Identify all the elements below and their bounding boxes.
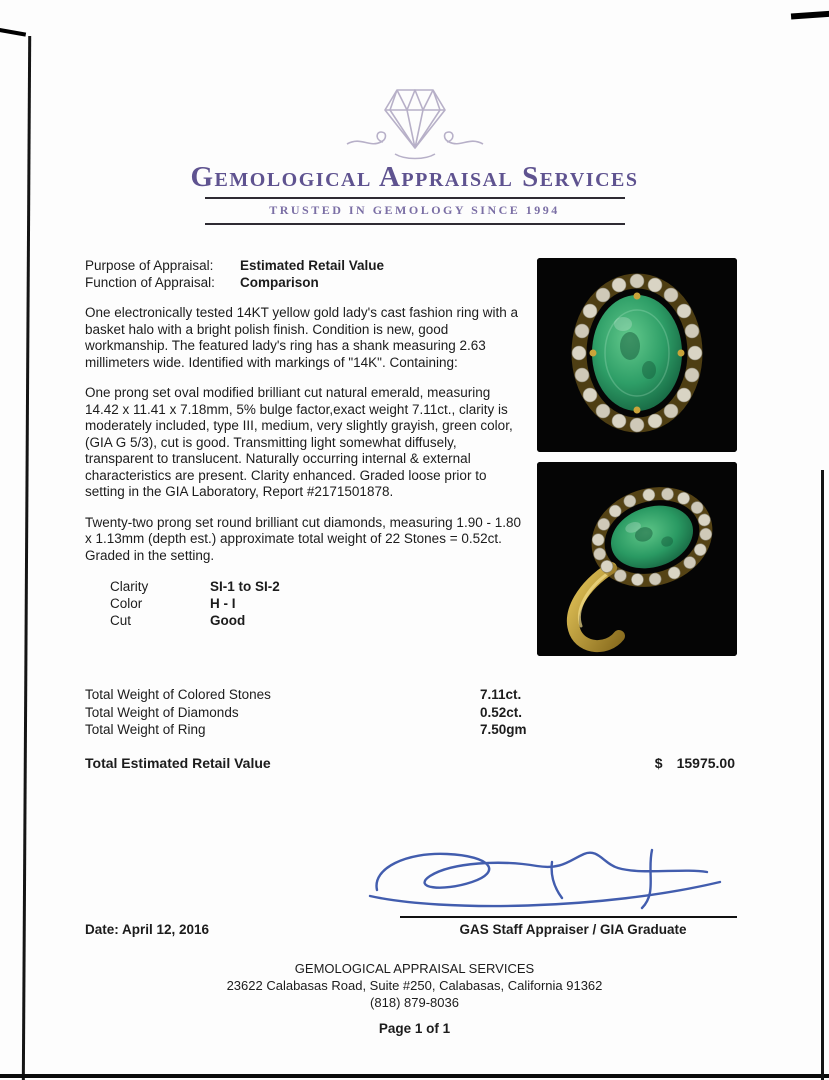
total-diamonds-row [85, 704, 735, 722]
signature-line [400, 916, 737, 918]
ring-photo-side-view [537, 462, 737, 656]
total-diamonds-label: Total Weight of Diamonds [85, 704, 239, 720]
scan-edge-bottom [0, 1074, 829, 1078]
grade-row-color [110, 595, 527, 612]
footer-phone: (818) 879-8036 [370, 995, 459, 1010]
footer-address: 23622 Calabasas Road, Suite #250, Calabasas, California 91362 [226, 978, 603, 993]
total-ring-weight-row [85, 721, 735, 739]
grade-row-cut [110, 612, 527, 629]
appraiser-signature [352, 838, 737, 923]
totals-section [85, 686, 735, 771]
retail-value-row [85, 755, 735, 771]
retail-value-label: Total Estimated Retail Value [85, 754, 271, 771]
ring-photo-top-view [537, 258, 737, 452]
total-ring-weight-value: 7.50gm [480, 722, 527, 737]
color-value: H - I [210, 596, 236, 611]
brand-header [0, 82, 829, 225]
description-paragraph: One electronically tested 14KT yellow gold lady's cast fashion ring with a basket halo with a bright polish finish. Condition is new, good workmanship. The featured lady's ring has a shank measuring 2.63 millimeters wide. Identified with markings of "14K". Containing: [85, 305, 519, 370]
function-row [85, 275, 527, 292]
diamonds-paragraph: Twenty-two prong set round brilliant cut diamonds, measuring 1.90 - 1.80 x 1.13mm (depth est.) approximate total weight of 22 Stones = 0.52ct. Graded in the setting. [85, 514, 521, 563]
clarity-label: Clarity [110, 579, 149, 594]
footer [0, 960, 829, 1037]
retail-value: 15975.00 [676, 754, 735, 771]
total-colored-stones-value: 7.11ct. [480, 687, 522, 702]
purpose-value: Estimated Retail Value [240, 258, 385, 273]
purpose-label: Purpose of Appraisal: [85, 258, 214, 273]
appraisal-body [85, 258, 527, 629]
divider-bottom [205, 223, 625, 225]
grade-row-clarity [110, 578, 527, 595]
total-colored-stones-row [85, 686, 735, 704]
currency-symbol: $ [654, 754, 663, 771]
footer-company-name: GEMOLOGICAL APPRAISAL SERVICES [294, 961, 535, 976]
purpose-row [85, 258, 527, 275]
brand-tagline: TRUSTED IN GEMOLOGY SINCE 1994 [269, 203, 560, 217]
date-label: Date: April 12, 2016 [85, 922, 210, 937]
divider-top [205, 197, 625, 199]
clarity-value: SI-1 to SI-2 [210, 579, 280, 594]
diamond-grades-table [110, 578, 527, 629]
cut-value: Good [210, 613, 246, 628]
signer-title: GAS Staff Appraiser / GIA Graduate [459, 922, 687, 937]
function-label: Function of Appraisal: [85, 274, 215, 290]
scan-corner-top-left [0, 27, 26, 36]
page-number: Page 1 of 1 [378, 1021, 451, 1036]
total-diamonds-value: 0.52ct. [480, 704, 523, 720]
emerald-paragraph: One prong set oval modified brilliant cut natural emerald, measuring 14.42 x 11.41 x 7.18mm, 5% bulge factor,exact weight 7.11ct., clarity is moderately included, type III, medium, very slightly grayish, green color, (GIA G 5/3), cut is good. Transmitting light somewhat diffusely, transparent to translucent. Naturally occurring internal & external characteristics are present. Clarity enhanced. Graded loose prior to setting in the GIA Laboratory, Report #2171501878. [85, 385, 513, 499]
diamond-logo-icon [0, 82, 829, 162]
retail-amount [655, 755, 735, 771]
total-ring-weight-label: Total Weight of Ring [85, 722, 206, 737]
brand-title: Gemological Appraisal Services [190, 161, 639, 193]
scan-corner-top-right [791, 10, 829, 19]
color-label: Color [110, 596, 143, 611]
total-colored-stones-label: Total Weight of Colored Stones [85, 687, 271, 702]
cut-label: Cut [110, 613, 132, 628]
function-value: Comparison [240, 274, 319, 290]
